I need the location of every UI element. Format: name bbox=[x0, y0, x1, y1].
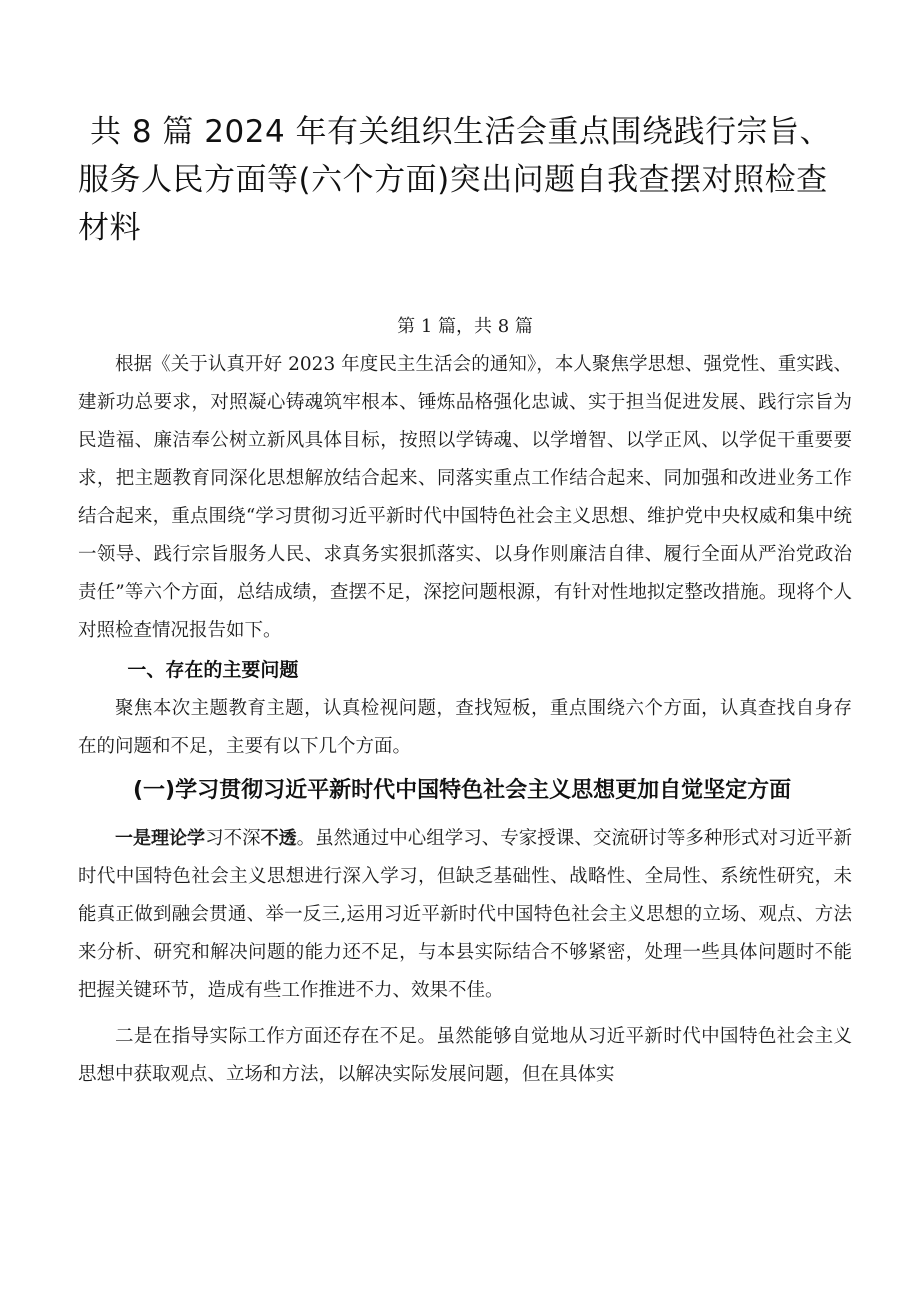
intro-paragraph: 根据《关于认真开好 2023 年度民主生活会的通知》，本人聚焦学思想、强党性、重实践、建新功总要求，对照凝心铸魂筑牢根本、锤炼品格强化忠诚、实于担当促进发展、践行宗旨为民造福、廉洁奉公树立新风具体目标，按照以学铸魂、以学增智、以学正风、以学促干重要要求，把主题教育同深化思想解放结合起来、同落实重点工作结合起来、同加强和改进业务工作结合起来，重点围绕“学习贯彻习近平新时代中国特色社会主义思想、维护党中央权威和集中统一领导、践行宗旨服务人民、求真务实狠抓落实、以身作则廉洁自律、履行全面从严治党政治责任”等六个方面，总结成绩，查摆不足，深挖问题根源，有针对性地拟定整改措施。现将个人对照检查情况报告如下。 bbox=[78, 354, 852, 641]
document-title: 共 8 篇 2024 年有关组织生活会重点围绕践行宗旨、服务人民方面等(六个方面)突出问题自我查摆对照检查材料 bbox=[78, 114, 832, 246]
point-1-lead-2: 不透 bbox=[260, 828, 297, 849]
subsection-heading-study-thought: (一)学习贯彻习近平新时代中国特色社会主义思想更加自觉坚定方面 bbox=[133, 778, 792, 803]
point-2-paragraph: 二是在指导实际工作方面还存在不足。虽然能够自觉地从习近平新时代中国特色社会主义思想中获取观点、立场和方法，以解决实际发展问题，但在具体实 bbox=[78, 1026, 852, 1085]
point-1-paragraph bbox=[78, 820, 852, 1010]
section-heading-main-problems: 一、存在的主要问题 bbox=[127, 659, 299, 681]
article-index: 第 1 篇，共 8 篇 bbox=[397, 316, 533, 337]
point-1-body: 。虽然通过中心组学习、专家授课、交流研讨等多种形式对习近平新时代中国特色社会主义思想进行深入学习，但缺乏基础性、战略性、全局性、系统性研究，未能真正做到融会贯通、举一反三,运用习近平新时代中国特色社会主义思想的立场、观点、方法来分析、研究和解决问题的能力还不足，与本县实际结合不够紧密，处理一些具体问题时不能把握关键环节，造成有些工作推进不力、效果不佳。 bbox=[78, 828, 852, 1001]
section-1-paragraph: 聚焦本次主题教育主题，认真检视问题，查找短板，重点围绕六个方面，认真查找自身存在的问题和不足，主要有以下几个方面。 bbox=[78, 698, 852, 757]
point-1-mid: 习不深 bbox=[205, 828, 261, 849]
point-1-lead: 一是理论学 bbox=[115, 828, 206, 849]
